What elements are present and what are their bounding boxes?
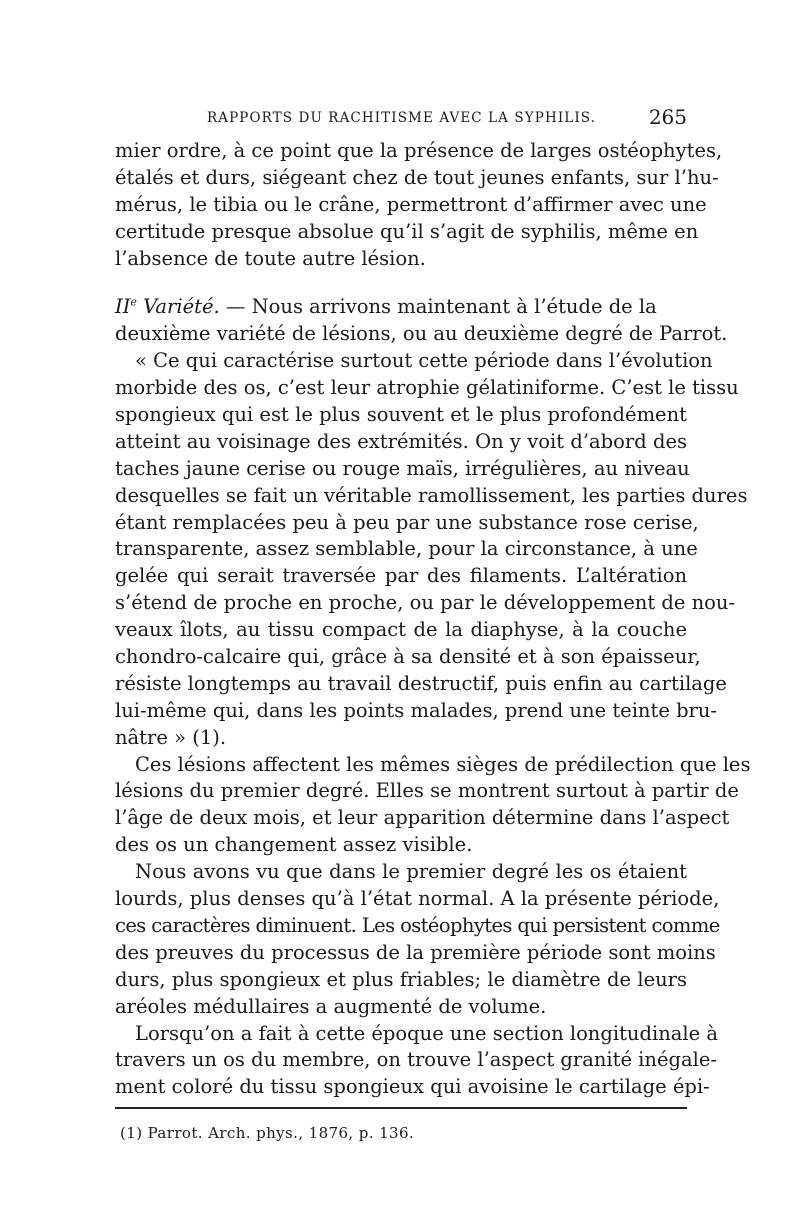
text-line: desquelles se fait un véritable ramollissement, les parties dures (115, 483, 748, 507)
text-line: « Ce qui caractérise surtout cette période dans l’évolution (135, 349, 713, 373)
text-line: taches jaune cerise ou rouge maïs, irrégulières, au niveau (115, 456, 690, 480)
running-head: RAPPORTS DU RACHITISME AVEC LA SYPHILIS. (207, 110, 597, 126)
text-line: transparente, assez semblable, pour la circonstance, à une (115, 537, 698, 561)
paragraph (115, 1021, 718, 1102)
text-line: chondro-calcaire qui, grâce à sa densité et à son épaisseur, (115, 645, 701, 669)
text-line: Nous avons vu que dans le premier degré les os étaient (135, 860, 687, 884)
text-line: l’absence de toute autre lésion. (115, 246, 426, 270)
section-gap (115, 272, 687, 294)
text-line: étant remplacées peu à peu par une substance rose cerise, (115, 510, 699, 534)
text-line: Ces lésions affectent les mêmes sièges de prédilection que les (135, 752, 751, 776)
text-line: lésions du premier degré. Elles se montrent surtout à partir de (115, 779, 739, 803)
text-line: mier ordre, à ce point que la présence de larges ostéophytes, (115, 139, 723, 162)
text-line: gelée qui serait traversée par des filaments. L’altération (115, 564, 687, 588)
text-line: certitude presque absolue qu’il s’agit de syphilis, même en (115, 219, 699, 243)
paragraph-continuation (115, 138, 723, 272)
heading-line (115, 294, 687, 321)
text-line: spongieux qui est le plus souvent et le plus profondément (115, 403, 687, 427)
text-line: deuxième variété de lésions, ou au deuxième degré de Parrot. (115, 322, 728, 346)
page-number: 265 (648, 105, 687, 129)
text-line: résiste longtemps au travail destructif, puis enfin au cartilage (115, 671, 727, 695)
page-header (115, 102, 687, 134)
heading-roman: II (115, 295, 131, 319)
text-line: nâtre » (1). (115, 725, 227, 749)
text-line: veaux îlots, au tissu compact de la diaphyse, à la couche (115, 618, 687, 642)
paragraph (115, 752, 751, 860)
text-line: mérus, le tibia ou le crâne, permettront d’affirmer avec une (115, 192, 707, 216)
heading-italic: Variété. (143, 295, 220, 319)
heading-line-rest: — Nous arrivons maintenant à l’étude de la (219, 295, 657, 319)
paragraph-quotation (115, 348, 748, 751)
text-line: durs, plus spongieux et plus friables; le diamètre de leurs (115, 967, 687, 991)
text-line: des preuves du processus de la première période sont moins (115, 940, 716, 964)
text-line: aréoles médullaires a augmenté de volume. (115, 994, 547, 1018)
section-heading-label (115, 295, 220, 318)
text-line: des os un changement assez visible. (115, 833, 473, 857)
footnote: (1) Parrot. Arch. phys., 1876, p. 136. (120, 1124, 415, 1142)
paragraph (115, 859, 720, 1020)
body-text (115, 138, 751, 1101)
heading-sup: e (130, 295, 137, 309)
text-line: ces caractères diminuent. Les ostéophytes qui persistent comme (115, 913, 720, 937)
text-line: travers un os du membre, on trouve l’aspect granité inégale- (115, 1048, 717, 1072)
text-line: s’étend de proche en proche, ou par le développement de nou- (115, 591, 736, 615)
text-line: étalés et durs, siégeant chez de tout jeunes enfants, sur l’hu- (115, 165, 719, 189)
text-line: ment coloré du tissu spongieux qui avoisine le cartilage épi- (115, 1075, 710, 1099)
paragraph-variete-heading (115, 294, 728, 348)
text-line: lourds, plus denses qu’à l’état normal. A la présente période, (115, 887, 720, 911)
text-line: lui-même qui, dans les points malades, prend une teinte bru- (115, 698, 718, 722)
footnote-rule (115, 1107, 687, 1109)
text-line: Lorsqu’on a fait à cette époque une section longitudinale à (135, 1021, 718, 1045)
text-line: l’âge de deux mois, et leur apparition détermine dans l’aspect (115, 806, 730, 830)
text-line: morbide des os, c’est leur atrophie gélatiniforme. C’est le tissu (115, 376, 739, 400)
text-line: atteint au voisinage des extrémités. On y voit d’abord des (115, 429, 687, 453)
